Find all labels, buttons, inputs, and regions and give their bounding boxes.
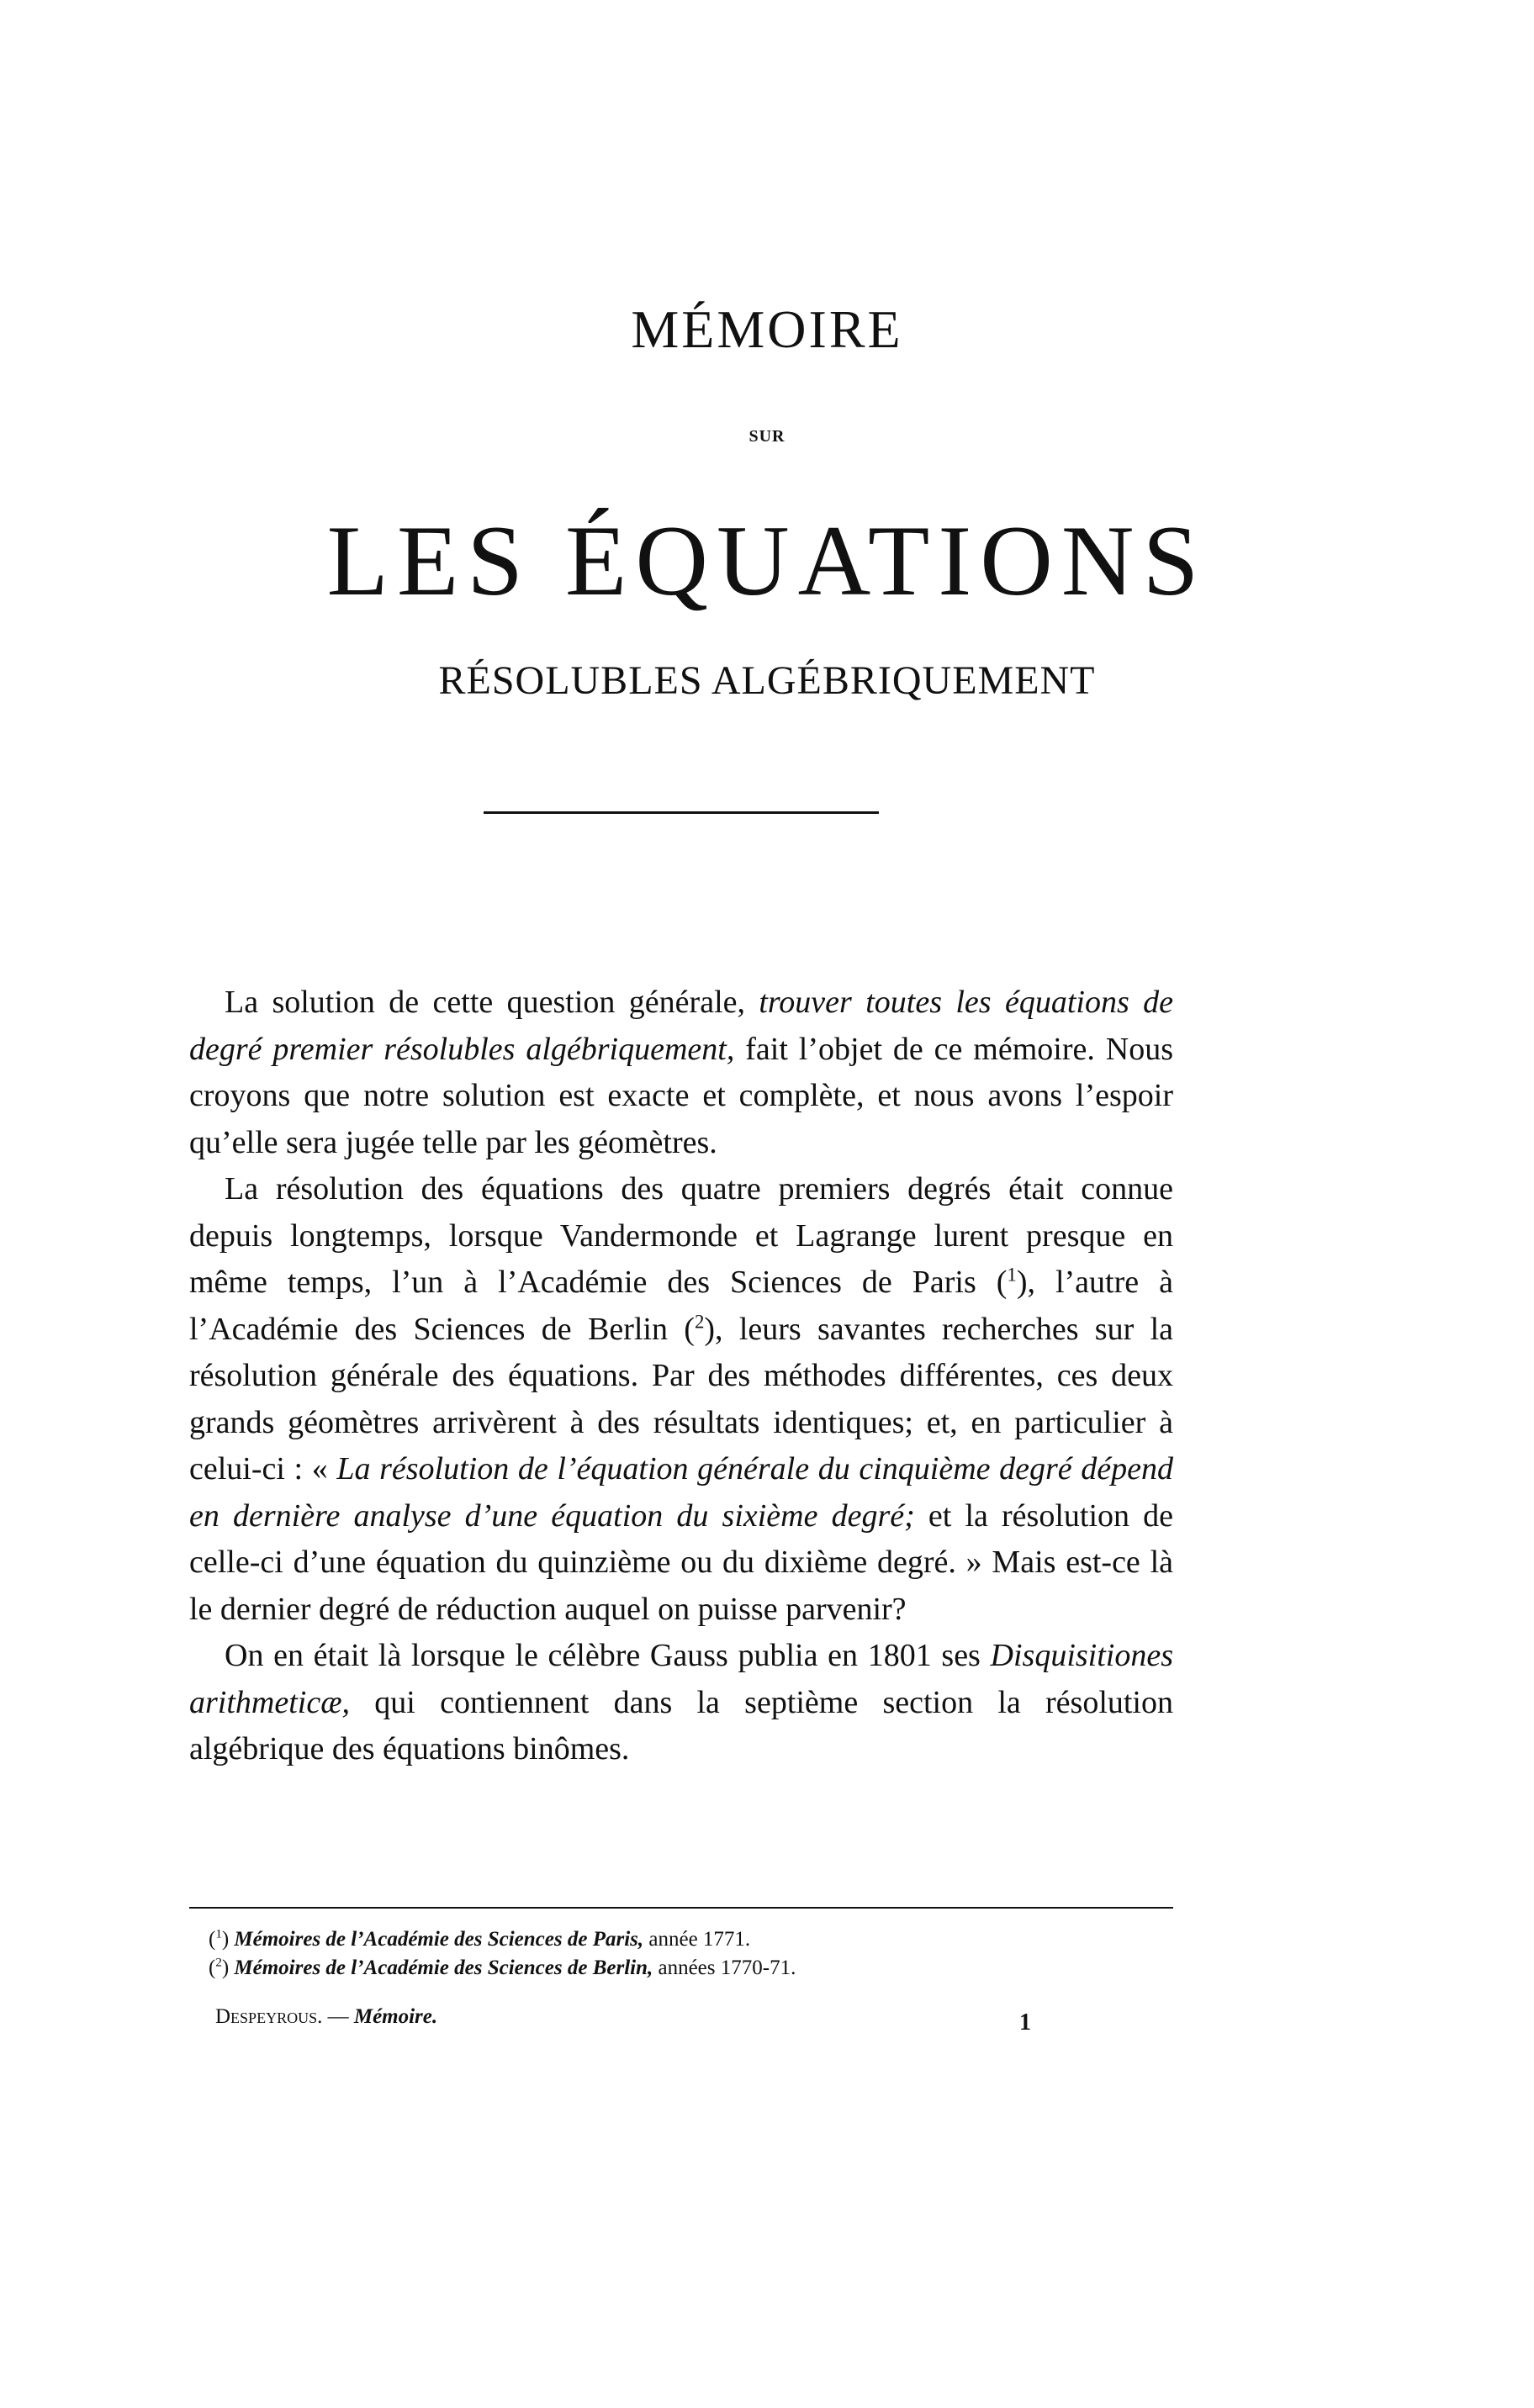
footnote-2: ($^2$) Mémoires de l’Académie des Sciences de Berlin, années 1770-71. [209, 1956, 796, 1979]
footnote-source: Mémoires de l’Académie des Sciences de Paris, [234, 1928, 644, 1951]
p2-text-3: ), leurs savantes recherches sur la résolution générale des équations. Par des méthodes différentes, ces deux grands géomètres arrivèrent à des résultats identiques; et, en particulier à celui-ci : « [189, 1311, 1173, 1487]
paragraph-1 [189, 980, 1173, 1166]
footnote-mark: 2 [215, 1956, 222, 1970]
title-sur: SUR [748, 427, 786, 446]
p2-text-2: ), l’autre à l’Académie des Sciences de Berlin ( [189, 1265, 1173, 1347]
footnote-divider [189, 1907, 1173, 1909]
page-number: 1 [1019, 2009, 1031, 2036]
paragraph-3 [189, 1633, 1173, 1773]
footnote-ref-2: 2 [694, 1310, 705, 1332]
footnote-1: ($^1$) Mémoires de l’Académie des Sciences de Paris, année 1771. [209, 1927, 751, 1951]
footnotes [209, 1925, 1167, 1983]
footnote-mark: 1 [215, 1927, 222, 1941]
p3-text-1: On en était là lorsque le célèbre Gauss publia en 1801 ses [225, 1638, 991, 1673]
p3-italic-title: Disquisitiones arithmeticæ, [189, 1638, 1173, 1720]
p1-text-3: fait l’objet de ce mémoire. Nous croyons que notre solution est exacte et complète, et nous avons l’espoir qu’elle sera jugée telle par les géomètres. [189, 1031, 1174, 1160]
page-subtitle: RÉSOLUBLES ALGÉBRIQUEMENT [438, 658, 1096, 703]
running-footer [215, 2005, 437, 2029]
footer-separator: — [322, 2005, 354, 2028]
body-text [189, 980, 1173, 1773]
p2-text-5: et la résolution de celle-ci d’une équation du quinzième ou du dixième degré. » Mais est-ce là le dernier degré de réduction auquel on puisse parvenir? [189, 1497, 1174, 1627]
footer-work: Mémoire. [353, 2005, 438, 2028]
p1-text-1: La solution de cette question générale, [225, 985, 759, 1020]
p3-text-3: qui contiennent dans la septième section la résolution algébrique des équations binômes. [189, 1684, 1173, 1766]
footnote-year: années 1770-71. [653, 1956, 796, 1979]
footer-author: Despeyrous. [215, 2005, 323, 2028]
title-divider [484, 811, 879, 814]
footnote-source: Mémoires de l’Académie des Sciences de Berlin, [234, 1956, 653, 1979]
paragraph-2 [189, 1166, 1173, 1633]
footnote-ref-1: 1 [1007, 1264, 1017, 1286]
title-memoire: MÉMOIRE [631, 299, 903, 359]
p1-italic-question: trouver toutes les équations de degré premier résolubles algébriquement, [189, 985, 1173, 1067]
page-title: LES ÉQUATIONS [326, 504, 1208, 616]
footnote-year: année 1771. [643, 1928, 751, 1951]
p2-italic-quote: La résolution de l’équation générale du cinquième degré dépend en dernière analyse d’une équation du sixième degré; [189, 1451, 1173, 1534]
p2-text-1: La résolution des équations des quatre premiers degrés était connue depuis longtemps, lorsque Vandermonde et Lagrange lurent presque en même temps, l’un à l’Académie des Sciences de Paris ( [189, 1171, 1173, 1300]
